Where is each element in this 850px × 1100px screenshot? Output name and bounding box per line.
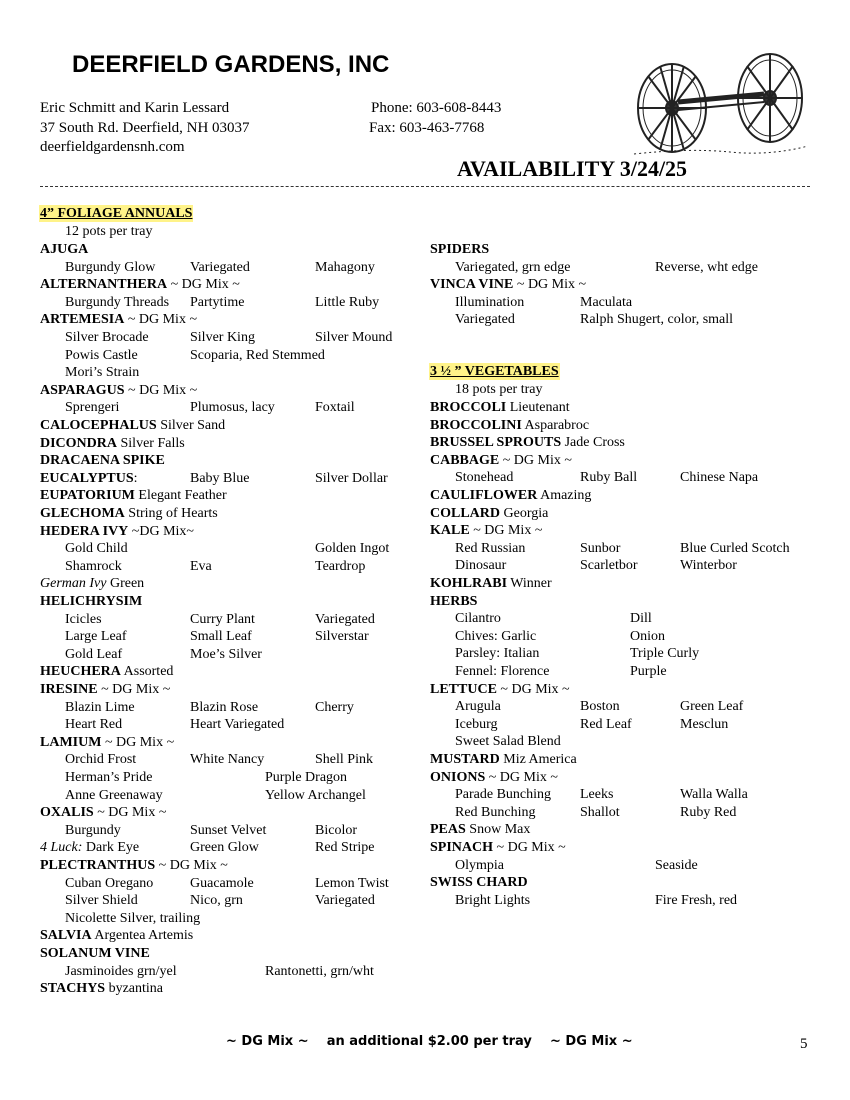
category-name: PLECTRANTHUS	[40, 858, 156, 873]
category-row	[40, 927, 193, 944]
category-name: VINCA VINE	[430, 277, 514, 293]
category-name: LETTUCE	[430, 681, 497, 697]
category-row	[430, 434, 625, 451]
variety-item: Golden Ingot	[315, 541, 390, 557]
variety-item: Small Leaf	[190, 629, 252, 645]
category-name: STACHYS	[40, 981, 106, 997]
variety-item: Anne Greenaway	[65, 787, 163, 803]
availability-date: AVAILABILITY 3/24/25	[457, 156, 688, 181]
category-row	[430, 522, 542, 539]
variety-item: White Nancy	[190, 752, 265, 768]
category-detail: ~ DG Mix ~	[469, 523, 543, 539]
category-detail: ~ DG Mix ~	[499, 452, 572, 468]
variety-item: Gold Leaf	[65, 646, 123, 662]
variety-item: Cherry	[315, 699, 354, 715]
category-row	[40, 857, 228, 874]
variety-item: Chives: Garlic	[455, 628, 537, 644]
variety-item: Parsley: Italian	[455, 646, 540, 662]
variety-item: Lemon Twist	[315, 875, 389, 891]
variety-item: Rantonetti, grn/wht	[265, 963, 374, 979]
variety-item: Variegated	[190, 259, 250, 275]
variety-item: Silverstar	[315, 629, 369, 645]
variety-item: Red Bunching	[455, 804, 536, 820]
category-row	[40, 382, 197, 399]
category-row	[430, 821, 530, 838]
variety-item: Variegated	[315, 611, 375, 627]
variety-item: Purple	[630, 664, 667, 679]
variety-item: Seaside	[655, 857, 698, 873]
category-row	[430, 839, 566, 856]
category-row	[430, 241, 489, 258]
category-row	[40, 804, 166, 821]
variety-item: Cilantro	[455, 611, 501, 627]
category-name: ASPARAGUS	[40, 382, 125, 398]
variety-item: Stonehead	[455, 470, 514, 486]
category-row	[430, 575, 552, 592]
category-detail: Snow Max	[465, 822, 531, 838]
category-name: SWISS CHARD	[430, 875, 528, 891]
category-name: GLECHOMA	[40, 506, 125, 521]
category-row	[40, 980, 163, 997]
category-detail: ~ DG Mix ~	[513, 277, 587, 293]
category-name: EUPATORIUM	[40, 488, 135, 504]
variety-item: Red Russian	[455, 540, 526, 556]
category-detail: Georgia	[500, 505, 549, 521]
variety-item: Green Glow	[190, 840, 259, 856]
category-row	[40, 487, 227, 504]
category-row	[430, 769, 558, 786]
category-row	[430, 874, 528, 891]
category-row	[430, 505, 548, 522]
variety-item: Icicles	[65, 611, 102, 627]
variety-item: Dinosaur	[455, 558, 507, 574]
variety-item: Sunbor	[580, 540, 621, 556]
category-name: ARTEMESIA	[40, 312, 125, 328]
variety-item: Partytime	[190, 294, 245, 310]
variety-item: Scarletbor	[580, 558, 638, 574]
variety-item: Guacamole	[190, 875, 254, 891]
category-detail: ~ DG Mix ~	[124, 382, 198, 398]
variety-item: Fennel: Florence	[455, 664, 550, 679]
variety-item: Nico, grn	[190, 893, 243, 909]
variety-item: Burgundy Threads	[65, 294, 170, 310]
variety-item: Herman’s Pride	[65, 770, 153, 785]
footer-note: ~ DG Mix ~ an additional $2.00 per tray ~ DG Mix ~	[226, 1034, 633, 1049]
variety-item: Orchid Frost	[65, 752, 137, 768]
wagon-wheels-icon	[630, 36, 812, 160]
variety-item: Ruby Red	[680, 804, 737, 820]
category-row	[430, 417, 589, 434]
section-foliage-subtitle: 12 pots per tray	[65, 224, 153, 239]
category-name: HERBS	[430, 593, 478, 609]
variety-item: Variegated	[315, 893, 375, 909]
category-detail: ~ DG Mix ~	[93, 805, 167, 821]
variety-type: German Ivy	[40, 576, 107, 592]
variety-item: Burgundy	[65, 822, 121, 838]
variety-item: Ruby Ball	[580, 470, 638, 486]
variety-item: Bicolor	[315, 822, 357, 838]
variety-item: Fire Fresh, red	[655, 892, 738, 908]
category-row	[40, 276, 240, 293]
category-detail: Elegant Feather	[134, 488, 227, 504]
category-row	[40, 470, 138, 487]
variety-item: Little Ruby	[315, 294, 380, 310]
category-name: HELICHRYSIM	[40, 594, 143, 609]
variety-item: Reverse, wht edge	[655, 259, 759, 275]
variety-item: Variegated, grn edge	[455, 259, 571, 275]
variety-item: Silver Shield	[65, 893, 138, 909]
category-row	[40, 435, 185, 452]
category-detail: Argentea Artemis	[91, 928, 194, 944]
variety-item: Illumination	[455, 294, 525, 310]
fax-number: Fax: 603-463-7768	[369, 120, 485, 136]
variety-item: Sweet Salad Blend	[455, 734, 561, 750]
variety-item: Purple Dragon	[265, 770, 348, 785]
variety-item: Foxtail	[315, 400, 355, 416]
variety-item: Mori’s Strain	[65, 365, 140, 381]
variety-item: Jasminoides grn/yel	[65, 963, 177, 979]
variety-item: Mesclun	[680, 716, 729, 732]
variety-item: Plumosus, lacy	[190, 400, 275, 416]
category-detail: Amazing	[537, 488, 592, 503]
page-number: 5	[800, 1036, 808, 1052]
category-row	[40, 945, 150, 962]
variety-item: Variegated	[455, 312, 515, 328]
category-name: LAMIUM	[40, 734, 102, 750]
category-row	[40, 452, 165, 469]
category-detail: :	[133, 470, 138, 486]
category-detail: Winner	[507, 576, 552, 591]
category-name: ONIONS	[430, 769, 486, 785]
variety-row	[40, 575, 144, 592]
category-row	[40, 523, 194, 540]
variety-item: Bright Lights	[455, 892, 531, 908]
category-row	[40, 681, 170, 698]
variety-item: Red Stripe	[315, 840, 375, 856]
variety-item: Sunset Velvet	[190, 822, 267, 838]
category-detail: ~ DG Mix ~	[485, 769, 558, 785]
category-name: SOLANUM VINE	[40, 946, 150, 961]
category-row	[40, 417, 225, 434]
category-detail: ~ DG Mix ~	[167, 277, 240, 293]
category-detail: ~ DG Mix ~	[124, 312, 198, 328]
category-name: BRUSSEL SPROUTS	[430, 435, 562, 451]
variety-item: Sprengeri	[65, 400, 120, 416]
variety-item: Winterbor	[680, 558, 737, 574]
category-name: COLLARD	[430, 505, 501, 521]
variety-item: Shamrock	[65, 558, 122, 574]
variety-item: Teardrop	[315, 558, 366, 574]
category-name: SPIDERS	[430, 242, 490, 257]
variety-item: Blue Curled Scotch	[680, 540, 790, 556]
category-name: OXALIS	[40, 805, 94, 821]
variety-item: Leeks	[580, 787, 614, 803]
category-name: EUCALYPTUS	[40, 470, 134, 486]
variety-item: Heart Red	[65, 717, 123, 733]
category-detail: ~ DG Mix ~	[155, 858, 228, 873]
category-row	[40, 593, 142, 610]
variety-item: Dill	[630, 611, 652, 627]
category-detail: Silver Sand	[156, 418, 226, 433]
variety-item: Moe’s Silver	[190, 646, 262, 662]
category-name: CABBAGE	[430, 452, 500, 468]
category-row	[430, 487, 591, 504]
variety-item: Curry Plant	[190, 611, 255, 627]
variety-item: Large Leaf	[65, 629, 127, 645]
category-name: CALOCEPHALUS	[40, 418, 157, 433]
section-vegetables-subtitle: 18 pots per tray	[455, 382, 543, 397]
variety-item: Maculata	[580, 294, 633, 310]
category-row	[430, 593, 477, 610]
variety-item: Cuban Oregano	[65, 875, 154, 891]
variety-item: Gold Child	[65, 541, 128, 557]
header-divider	[40, 186, 810, 187]
category-row	[40, 734, 174, 751]
category-detail: String of Hearts	[124, 506, 218, 521]
variety-item: Nicolette Silver, trailing	[65, 910, 201, 926]
variety-item: Silver Dollar	[315, 470, 388, 486]
variety-row	[40, 839, 139, 856]
variety-item: Burgundy Glow	[65, 259, 156, 275]
variety-item: Baby Blue	[190, 470, 250, 486]
category-row	[430, 399, 570, 416]
variety-item: Triple Curly	[630, 646, 700, 662]
section-foliage-title: 4” FOLIAGE ANNUALS	[40, 206, 193, 221]
category-detail: Silver Falls	[117, 435, 185, 451]
category-detail: Jade Cross	[561, 435, 625, 451]
category-detail: byzantina	[105, 981, 164, 997]
category-name: DICONDRA	[40, 435, 117, 451]
category-row	[430, 681, 570, 698]
category-name: IRESINE	[40, 682, 98, 697]
variety-item: Heart Variegated	[190, 717, 285, 733]
variety-item: Olympia	[455, 857, 504, 873]
variety-item: Scoparia, Red Stemmed	[190, 347, 325, 363]
category-row	[40, 241, 88, 258]
variety-item: Parade Bunching	[455, 787, 552, 803]
category-row	[40, 505, 218, 522]
category-detail: ~ DG Mix ~	[493, 840, 566, 855]
category-name: DRACAENA SPIKE	[40, 453, 165, 469]
phone-number: Phone: 603-608-8443	[371, 100, 502, 116]
variety-item: Yellow Archangel	[265, 787, 366, 803]
category-row	[430, 751, 577, 768]
category-row	[430, 452, 572, 469]
variety-item: Dark Eye	[82, 840, 140, 856]
variety-item: Arugula	[455, 699, 501, 715]
category-name: SPINACH	[430, 840, 494, 855]
variety-item: Onion	[630, 628, 665, 644]
variety-type: 4 Luck:	[40, 840, 83, 856]
variety-item: Blazin Rose	[190, 699, 259, 715]
category-name: BROCCOLINI	[430, 417, 522, 433]
section-vegetables-title: 3 ½ ” VEGETABLES	[430, 364, 559, 379]
category-name: AJUGA	[40, 242, 89, 257]
category-detail: Asparabroc	[521, 417, 590, 433]
variety-item: Blazin Lime	[65, 699, 135, 715]
category-name: BROCCOLI	[430, 400, 507, 415]
variety-item: Shallot	[580, 804, 620, 820]
variety-item: Green Leaf	[680, 699, 744, 715]
variety-item: Powis Castle	[65, 347, 138, 363]
address: 37 South Rd. Deerfield, NH 03037	[40, 120, 250, 136]
category-row	[40, 311, 197, 328]
category-detail: Miz America	[499, 752, 577, 767]
category-detail: ~DG Mix~	[128, 523, 195, 539]
category-name: HEDERA IVY	[40, 523, 129, 539]
variety-item: Red Leaf	[580, 716, 632, 732]
category-detail: Lieutenant	[506, 400, 570, 415]
category-detail: ~ DG Mix ~	[496, 681, 570, 697]
variety-item: Mahagony	[315, 259, 375, 275]
category-name: KOHLRABI	[430, 576, 508, 591]
category-row	[40, 663, 173, 680]
category-detail: ~ DG Mix ~	[97, 682, 171, 697]
category-name: SALVIA	[40, 928, 92, 944]
owners: Eric Schmitt and Karin Lessard	[40, 100, 230, 116]
category-row	[430, 276, 586, 293]
variety-item: Iceburg	[455, 716, 498, 732]
variety-item: Green	[106, 576, 145, 592]
website-link[interactable]: deerfieldgardensnh.com	[40, 139, 185, 155]
variety-item: Ralph Shugert, color, small	[580, 312, 734, 328]
variety-item: Walla Walla	[680, 787, 748, 803]
variety-item: Silver Brocade	[65, 330, 149, 345]
category-name: HEUCHERA	[40, 664, 121, 680]
category-detail: Assorted	[120, 664, 174, 680]
category-detail: ~ DG Mix ~	[101, 734, 175, 750]
variety-item: Shell Pink	[315, 752, 373, 768]
category-name: CAULIFLOWER	[430, 488, 538, 503]
variety-item: Chinese Napa	[680, 470, 759, 486]
category-name: KALE	[430, 523, 470, 539]
category-name: MUSTARD	[430, 752, 500, 767]
category-name: PEAS	[430, 822, 466, 838]
variety-item: Silver King	[190, 330, 255, 345]
company-name: DEERFIELD GARDENS, INC	[72, 51, 390, 78]
variety-item: Eva	[190, 558, 212, 574]
variety-item: Boston	[580, 699, 620, 715]
category-name: ALTERNANTHERA	[40, 277, 168, 293]
variety-item: Silver Mound	[315, 330, 393, 345]
